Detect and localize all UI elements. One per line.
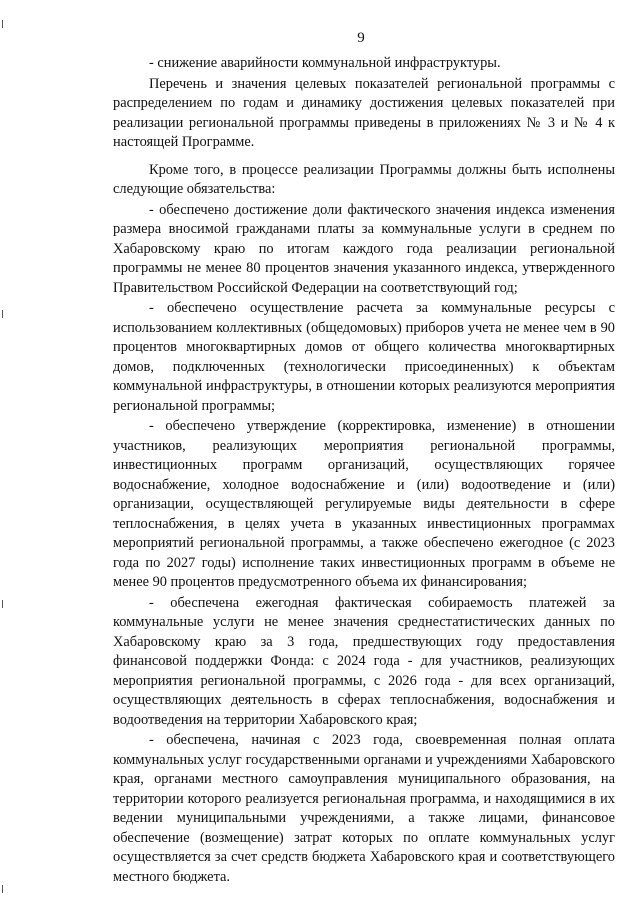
paragraph: Перечень и значения целевых показателей региональной программы с распределением по годам и динамику достижения целевых показателей при реализации региональной программы приведены в приложениях № 3 и № 4 к настоящей Программе.	[113, 75, 615, 150]
paragraph: - обеспечено утверждение (корректировка, изменение) в отношении участников, реализующих мероприятия региональной программы, инвестиционных программ организаций, осуществляющих горячее водоснабжение, холодное водоснабжение и (или) водоотведение и (или) организации, осуществляющей регулируемые виды деятельности в сфере теплоснабжения, в целях учета в указанных инвестиционных программах мероприятий региональной программы, а также обеспечено ежегодное (с 2023 года по 2027 годы) исполнение таких инвестиционных программ в объеме не менее 90 процентов предусмотренного объема их финансирования;	[113, 418, 615, 590]
paragraph: - обеспечена, начиная с 2023 года, своевременная полная оплата коммунальных услуг государственными органами и учреждениями Хабаровского края, органами местного самоуправления муниципального образования, на территории которого реализуется региональная программа, и находящимися в их ведении муниципальными учреждениями, а также лицами, финансовое обеспечение (возмещение) затрат которых по оплате коммунальных услуг осуществляется за счет средств бюджета Хабаровского края и соответствующего местного бюджета.	[113, 732, 615, 885]
page-number: 9	[357, 30, 365, 46]
document-body	[113, 54, 615, 887]
paragraph: - снижение аварийности коммунальной инфраструктуры.	[149, 55, 501, 71]
paragraph: - обеспечена ежегодная фактическая собираемость платежей за коммунальные услуги не менее значения среднестатистических данных по Хабаровскому краю за 3 года, предшествующих году предоставления финансовой поддержки Фонда: с 2024 года - для участников, реализующих мероприятия региональной программы, с 2026 года - для всех организаций, осуществляющих деятельность в сферах теплоснабжения, водоснабжения и водоотведения на территории Хабаровского края;	[113, 594, 615, 728]
scan-margin-mark	[2, 600, 3, 608]
scan-margin-mark	[2, 20, 3, 28]
paragraph: Кроме того, в процессе реализации Программы должны быть исполнены следующие обязательства:	[113, 161, 615, 197]
scan-margin-mark	[2, 885, 3, 893]
paragraph: - обеспечено достижение доли фактического значения индекса изменения размера вносимой гражданами платы за коммунальные услуги в среднем по Хабаровскому краю по итогам каждого года реализации региональной программы не менее 80 процентов значения указанного индекса, утвержденного Правительством Российской Федерации на соответствующий год;	[113, 201, 615, 296]
scan-margin-mark	[2, 310, 3, 318]
paragraph: - обеспечено осуществление расчета за коммунальные ресурсы с использованием коллективных (общедомовых) приборов учета не менее чем в 90 процентов многоквартирных домов от общего количества многоквартирных домов, подключенных (технологически присоединенных) к объектам коммунальной инфраструктуры, в отношении которых реализуются мероприятия региональной программы;	[113, 300, 615, 414]
